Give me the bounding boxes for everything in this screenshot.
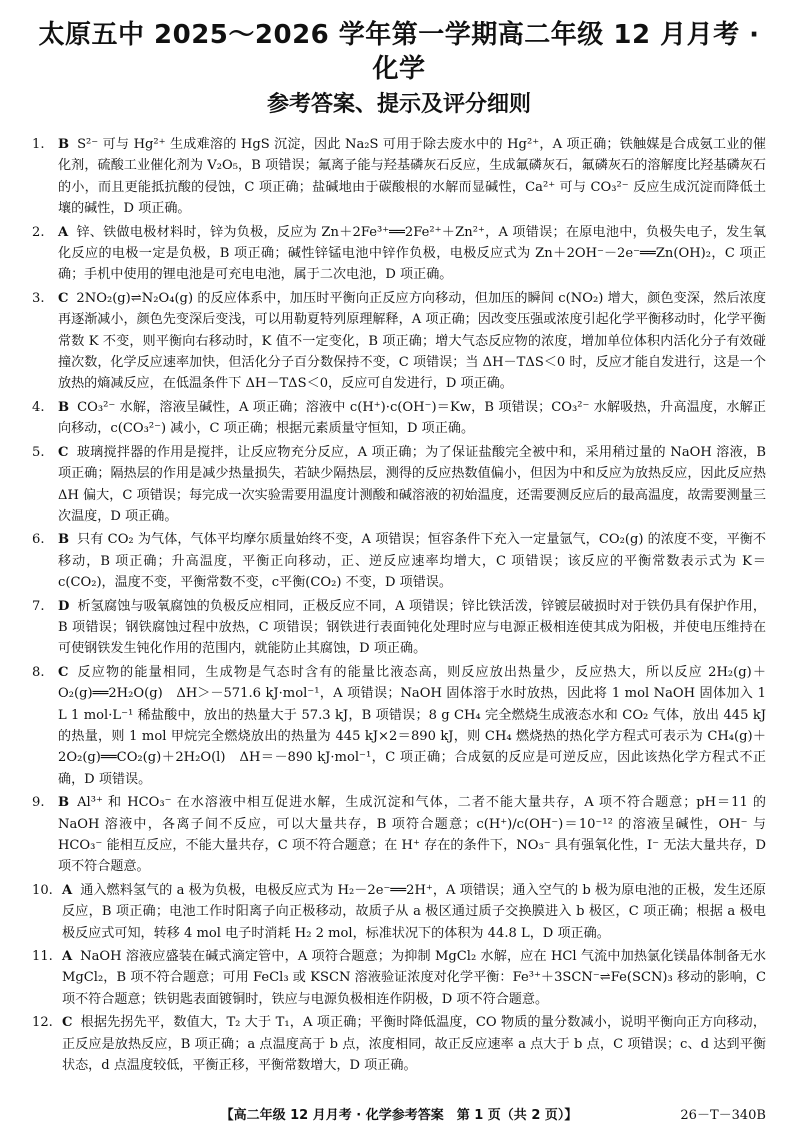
answer-item-8: [32, 662, 766, 790]
footer-exam-code: 26－T－340B: [680, 1108, 766, 1123]
item-explanation: 根据先拐先平，数值大，T₂ 大于 T₁，A 项正确；平衡时降低温度，CO 物质的量分数减小，说明平衡向正方向移动，正反应是放热反应，B 项正确；a 点温度高于 b 点，浓度相同，故正反应速率 a 点大于 b 点，C 项错误；c、d 达到平衡状态，d 点温度较低，平衡正移，平衡常数增大，D 项正确。: [62, 1015, 766, 1074]
item-number: 12.: [32, 1015, 53, 1031]
item-answer: B: [58, 399, 70, 415]
item-explanation: 反应物的能量相同，生成物是气态时含有的能量比液态高，则反应放出热量少，反应热大，所以反应 2H₂(g)＋O₂(g)══2H₂O(g) ΔH＞－571.6 kJ·mol⁻¹，A 项错误；NaOH 固体溶于水时放热，因此将 1 mol NaOH 固体加入 1 L 1 mol·L⁻¹ 稀盐酸中，放出的热量大于 57.3 kJ，B 项错误；8 g CH₄ 完全燃烧生成液态水和 CO₂ 气体，放出 445 kJ 的热量，则 1 mol 甲烷完全燃烧放出的热量为 445 kJ×2＝890 kJ，则 CH₄ 燃烧热的热化学方程式可表示为 CH₄(g)＋2O₂(g)══CO₂(g)＋2H₂O(l) ΔH＝－890 kJ·mol⁻¹，C 项正确；合成氨的反应是可逆反应，因此该热化学方程式不正确，D 项错误。: [58, 664, 766, 787]
item-explanation: 锌、铁做电极材料时，锌为负极，反应为 Zn＋2Fe³⁺══2Fe²⁺＋Zn²⁺，A 项错误；在原电池中，负极失电子，发生氧化反应的电极一定是负极，B 项正确；碱性锌锰电池中锌作负极，电极反应式为 Zn＋2OH⁻－2e⁻══Zn(OH)₂，C 项正确；手机中使用的锂电池是可充电电池，属于二次电池，D 项正确。: [58, 224, 766, 283]
page-subtitle: 参考答案、提示及评分细则: [266, 92, 531, 117]
item-number: 3.: [32, 290, 45, 306]
page-title: 太原五中 2025～2026 学年第一学期高二年级 12 月月考 · 化学: [38, 20, 760, 84]
item-answer: D: [58, 598, 70, 614]
answer-item-12: [32, 1012, 766, 1076]
item-number: 2.: [32, 224, 45, 240]
item-answer: B: [58, 532, 70, 548]
answer-item-2: [32, 222, 766, 286]
item-number: 6.: [32, 532, 45, 548]
item-answer: C: [58, 444, 69, 460]
item-explanation: 通入燃料氢气的 a 极为负极，电极反应式为 H₂－2e⁻══2H⁺，A 项错误；通入空气的 b 极为原电池的正极，发生还原反应，B 项正确；电池工作时阳离子向正极移动，故质子从 a 极区通过质子交换膜进入 b 极区，C 项正确；根据 a 极电极反应式可知，转移 4 mol 电子时消耗 H₂ 2 mol，标准状况下的体积为 44.8 L，D 项正确。: [62, 882, 766, 941]
item-answer: A: [62, 949, 73, 965]
answer-item-9: [32, 792, 766, 878]
item-answer: A: [62, 882, 73, 898]
item-explanation: 只有 CO₂ 为气体，气体平均摩尔质量始终不变，A 项错误；恒容条件下充入一定量氩气，CO₂(g) 的浓度不变，平衡不移动，B 项正确；升高温度，平衡正向移动，正、逆反应速率均增大，C 项错误；该反应的平衡常数表示式为 K＝c(CO₂)，温度不变，平衡常数不变，c平衡(CO₂) 不变，D 项错误。: [58, 532, 766, 591]
item-number: 1.: [32, 137, 45, 152]
item-number: 8.: [32, 664, 45, 680]
item-explanation: S²⁻ 可与 Hg²⁺ 生成难溶的 HgS 沉淀，因此 Na₂S 可用于除去废水中的 Hg²⁺，A 项正确；铁触媒是合成氨工业的催化剂，硫酸工业催化剂为 V₂O₅，B 项错误；氟离子能与羟基磷灰石反应，生成氟磷灰石，氟磷灰石的溶解度比羟基磷灰石的小，而且更能抵抗酸的侵蚀，C 项正确；盐碱地由于碳酸根的水解而显碱性，Ca²⁺ 可与 CO₃²⁻ 反应生成沉淀而降低土壤的碱性，D 项正确。: [58, 137, 766, 217]
item-number: 5.: [32, 444, 45, 460]
item-answer: C: [58, 664, 69, 680]
item-explanation: Al³⁺ 和 HCO₃⁻ 在水溶液中相互促进水解，生成沉淀和气体，二者不能大量共存，A 项不符合题意；pH＝11 的 NaOH 溶液中，各离子间不反应，可以大量共存，B 项符合题意；c(H⁺)/c(OH⁻)＝10⁻¹² 的溶液呈碱性，OH⁻ 与 HCO₃⁻ 能相互反应，不能大量共存，C 项不符合题意；在 H⁺ 存在的条件下，NO₃⁻ 具有强氧化性，I⁻ 无法大量共存，D 项不符合题意。: [58, 795, 766, 875]
answer-item-11: [32, 946, 766, 1010]
answer-item-7: [32, 596, 766, 660]
item-explanation: 玻璃搅拌器的作用是搅拌，让反应物充分反应，A 项正确；为了保证盐酸完全被中和，采用稍过量的 NaOH 溶液，B 项正确；隔热层的作用是减少热量损失，若缺少隔热层，测得的反应热数值偏小，但因为中和反应为放热反应，因此反应热 ΔH 偏大，C 项错误；每完成一次实验需要用温度计测酸和碱溶液的初始温度，还需要测反应后的最高温度，故需要测量三次温度，D 项正确。: [58, 444, 766, 524]
answer-item-1: [32, 134, 766, 220]
item-explanation: CO₃²⁻ 水解，溶液呈碱性，A 项正确；溶液中 c(H⁺)·c(OH⁻)＝Kw，B 项错误；CO₃²⁻ 水解吸热，升高温度，水解正向移动，c(CO₃²⁻) 减小，C 项正确；根据元素质量守恒知，D 项正确。: [58, 399, 766, 437]
item-explanation: NaOH 溶液应盛装在碱式滴定管中，A 项符合题意；为抑制 MgCl₂ 水解，应在 HCl 气流中加热氯化镁晶体制备无水 MgCl₂，B 项不符合题意；可用 FeCl₃ 或 KSCN 溶液验证浓度对化学平衡：Fe³⁺＋3SCN⁻⇌Fe(SCN)₃ 移动的影响，C 项不符合题意；铁钥匙表面镀铜时，铁应与电源负极相连作阴极，D 项不符合题意。: [62, 949, 766, 1007]
footer-page-info: 【高二年级 12 月月考 · 化学参考答案 第 1 页（共 2 页）】: [220, 1108, 578, 1123]
answer-item-3: [32, 288, 766, 395]
item-answer: B: [58, 795, 70, 811]
item-explanation: 2NO₂(g)⇌N₂O₄(g) 的反应体系中，加压时平衡向正反应方向移动，但加压的瞬间 c(NO₂) 增大，颜色变深，然后浓度再逐渐减小，颜色先变深后变浅，可以用勒夏特列原理解释，A 项正确；因改变压强或浓度引起化学平衡移动时，化学平衡常数 K 不变，则平衡向右移动时，K 值不一定变化，B 项正确；增大气态反应物的浓度，增加单位体积内活化分子有效碰撞次数，化学反应速率加快，但活化分子百分数保持不变，C 项错误；当 ΔH－TΔS＜0 时，反应才能自发进行，这是一个放热的熵减反应，在低温条件下 ΔH－TΔS＜0，反应可自发进行，D 项正确。: [58, 290, 766, 392]
answer-item-10: [32, 880, 766, 944]
answer-item-4: [32, 397, 766, 440]
item-number: 4.: [32, 399, 45, 415]
answer-item-5: [32, 442, 766, 528]
item-answer: B: [58, 137, 70, 152]
item-answer: C: [62, 1015, 73, 1031]
item-number: 10.: [32, 882, 53, 898]
item-number: 7.: [32, 598, 45, 614]
item-answer: A: [58, 224, 69, 240]
answer-item-6: [32, 529, 766, 593]
answer-list: [32, 134, 766, 1076]
item-explanation: 析氢腐蚀与吸氧腐蚀的负极反应相同，正极反应不同，A 项错误；锌比铁活泼，锌镀层破损时对于铁仍具有保护作用，B 项错误；钢铁腐蚀过程中放热，C 项错误；钢铁进行表面钝化处理时应与电源正极相连使其成为阳极，并使电压维持在可使钢铁发生钝化作用的范围内，就能防止其腐蚀，D 项正确。: [58, 598, 766, 657]
item-number: 9.: [32, 795, 45, 811]
item-number: 11.: [32, 949, 53, 965]
item-answer: C: [58, 290, 69, 306]
